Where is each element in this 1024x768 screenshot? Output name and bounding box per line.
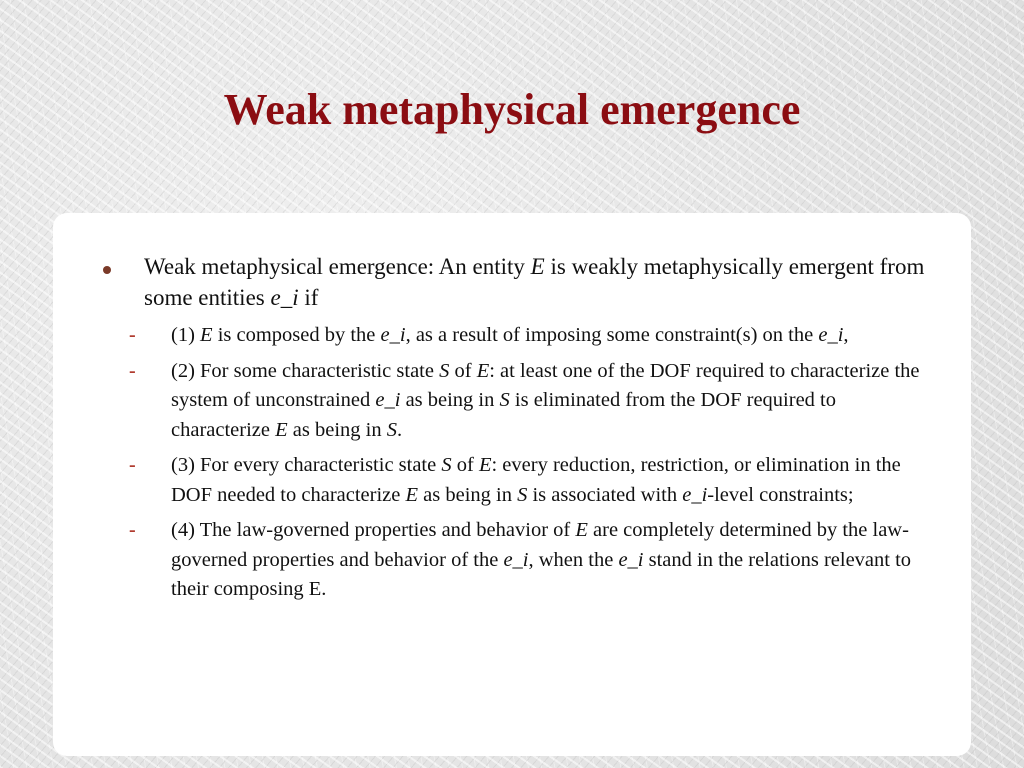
italic-run: E bbox=[530, 254, 545, 279]
sub-bullet-2 bbox=[129, 357, 931, 446]
italic-run: e_i bbox=[818, 324, 844, 346]
dash-bullet-icon: - bbox=[129, 324, 136, 346]
text-run: is weakly metaphysically emergent from some entities bbox=[144, 254, 925, 310]
sub-bullet-4 bbox=[129, 516, 931, 605]
sub-bullet-text bbox=[171, 516, 931, 605]
italic-run: S bbox=[441, 454, 452, 476]
italic-run: E bbox=[275, 418, 288, 441]
sub-bullet-text bbox=[171, 321, 849, 351]
italic-run: e_i bbox=[375, 389, 401, 411]
italic-run: e_i bbox=[503, 548, 529, 571]
dash-bullet-icon: - bbox=[129, 519, 136, 541]
text-run: stand in the relations relevant to their composing E. bbox=[171, 548, 912, 600]
bullet-dot-icon bbox=[103, 266, 111, 274]
italic-run: S bbox=[439, 359, 450, 382]
italic-run: S bbox=[499, 389, 510, 411]
italic-run: E bbox=[200, 324, 213, 346]
main-bullet-text bbox=[144, 251, 931, 313]
text-run: (3) For every characteristic state bbox=[171, 454, 442, 476]
slide-title: Weak metaphysical emergence bbox=[223, 85, 801, 134]
text-run: Weak metaphysical emergence: An entity bbox=[144, 254, 531, 279]
text-run: (2) For some characteristic state bbox=[171, 359, 440, 382]
italic-run: e_i bbox=[618, 548, 644, 571]
text-run: is composed by the bbox=[212, 324, 381, 346]
dash-bullet-icon: - bbox=[129, 454, 136, 476]
sub-bullet-1 bbox=[129, 321, 931, 351]
text-run: : every reduction, restriction, or elimination in the DOF needed to characterize bbox=[171, 454, 901, 506]
text-run: (1) bbox=[171, 324, 201, 346]
text-run: as being in bbox=[400, 389, 500, 411]
text-run: , bbox=[843, 324, 849, 346]
sub-bullet-list bbox=[129, 321, 931, 605]
text-run: (4) The law-governed properties and behavior of bbox=[171, 519, 576, 541]
text-run: are completely determined by the law-governed properties and behavior of the bbox=[171, 519, 909, 571]
italic-run: E bbox=[476, 359, 490, 382]
text-run: if bbox=[298, 285, 319, 310]
sub-bullet-3 bbox=[129, 451, 931, 510]
italic-run: e_i bbox=[380, 324, 406, 346]
text-run: of bbox=[451, 454, 479, 476]
text-run: is eliminated from the DOF required to characterize bbox=[171, 389, 836, 441]
content-panel bbox=[53, 213, 971, 756]
italic-run: S bbox=[517, 483, 528, 506]
text-run: , as a result of imposing some constraint(s) on the bbox=[405, 324, 819, 346]
sub-bullet-text bbox=[171, 357, 931, 446]
italic-run: e_i bbox=[270, 285, 299, 310]
italic-run: S bbox=[386, 418, 397, 441]
sub-bullet-text bbox=[171, 451, 931, 510]
italic-run: E bbox=[575, 519, 588, 541]
italic-run: e_i bbox=[682, 483, 708, 506]
text-run: . bbox=[396, 418, 403, 441]
text-run: is associated with bbox=[527, 483, 683, 506]
italic-run: E bbox=[405, 483, 419, 506]
text-run: -level constraints; bbox=[707, 483, 854, 506]
text-run: of bbox=[449, 359, 477, 382]
text-run: as being in bbox=[287, 418, 387, 441]
text-run: , when the bbox=[528, 548, 619, 571]
text-run: as being in bbox=[418, 483, 518, 506]
main-bullet bbox=[103, 251, 931, 313]
dash-bullet-icon: - bbox=[129, 359, 136, 382]
italic-run: E bbox=[478, 454, 492, 476]
text-run: : at least one of the DOF required to characterize the system of unconstrained bbox=[171, 359, 920, 411]
